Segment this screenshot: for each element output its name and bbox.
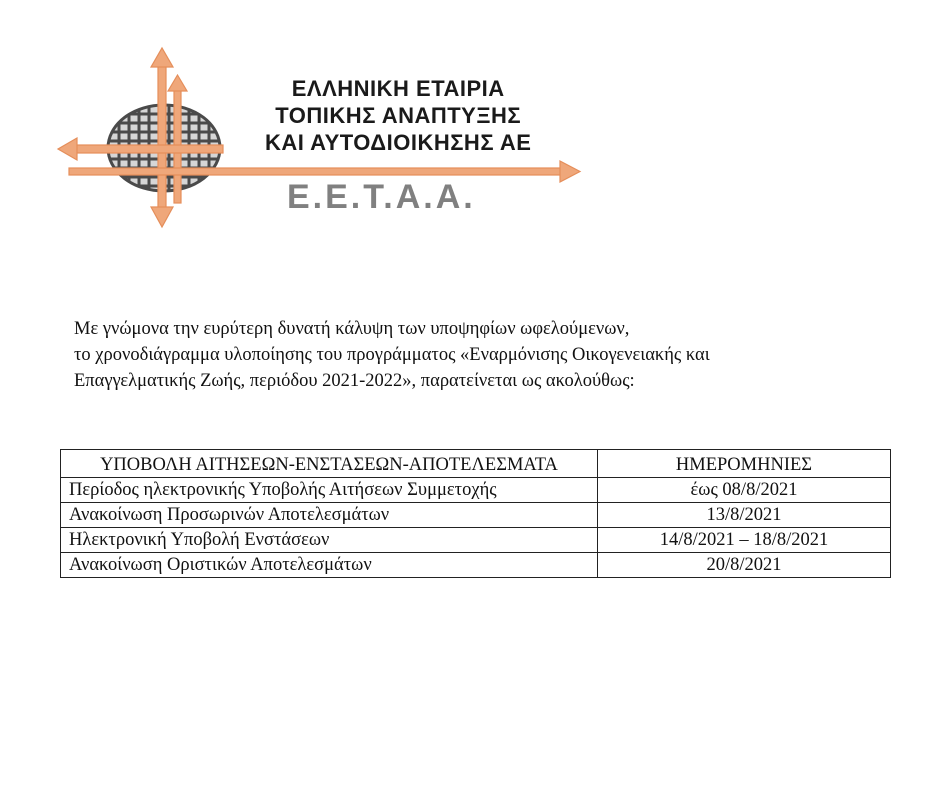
- intro-paragraph: [74, 316, 904, 394]
- schedule-table: [60, 449, 891, 578]
- table-row: [61, 528, 891, 553]
- intro-line: Επαγγελματικής Ζωής, περιόδου 2021-2022», παρατείνεται ως ακολούθως:: [74, 371, 635, 391]
- company-abbreviation: Ε.Ε.Τ.Α.Α.: [287, 178, 476, 216]
- date-cell: 13/8/2021: [598, 503, 891, 528]
- table-header-row: [61, 450, 891, 478]
- phase-cell: Ανακοίνωση Οριστικών Αποτελεσμάτων: [61, 553, 598, 578]
- phase-cell: Ανακοίνωση Προσωρινών Αποτελεσμάτων: [61, 503, 598, 528]
- company-name-line: ΕΛΛΗΝΙΚΗ ΕΤΑΙΡΙΑ: [291, 76, 505, 101]
- phase-cell: Ηλεκτρονική Υποβολή Ενστάσεων: [61, 528, 598, 553]
- table-row: [61, 503, 891, 528]
- date-cell: 20/8/2021: [598, 553, 891, 578]
- company-name-line: ΚΑΙ ΑΥΤΟΔΙΟΙΚΗΣΗΣ ΑΕ: [265, 130, 532, 155]
- intro-line: Με γνώμονα την ευρύτερη δυνατή κάλυψη των υποψηφίων ωφελούμενων,: [74, 319, 630, 339]
- phase-cell: Περίοδος ηλεκτρονικής Υποβολής Αιτήσεων Συμμετοχής: [61, 478, 598, 503]
- intro-line: το χρονοδιάγραμμα υλοποίησης του προγράμματος «Εναρμόνισης Οικογενειακής και: [74, 345, 710, 365]
- header-dates: ΗΜΕΡΟΜΗΝΙΕΣ: [598, 450, 891, 478]
- table-row: [61, 478, 891, 503]
- date-cell: 14/8/2021 – 18/8/2021: [598, 528, 891, 553]
- header-phase: ΥΠΟΒΟΛΗ ΑΙΤΗΣΕΩΝ-ΕΝΣΤΑΣΕΩΝ-ΑΠΟΤΕΛΕΣΜΑΤΑ: [61, 450, 598, 478]
- table-row: [61, 553, 891, 578]
- company-name: [265, 75, 531, 156]
- company-logo: [55, 45, 585, 235]
- company-name-line: ΤΟΠΙΚΗΣ ΑΝΑΠΤΥΞΗΣ: [275, 103, 522, 128]
- date-cell: έως 08/8/2021: [598, 478, 891, 503]
